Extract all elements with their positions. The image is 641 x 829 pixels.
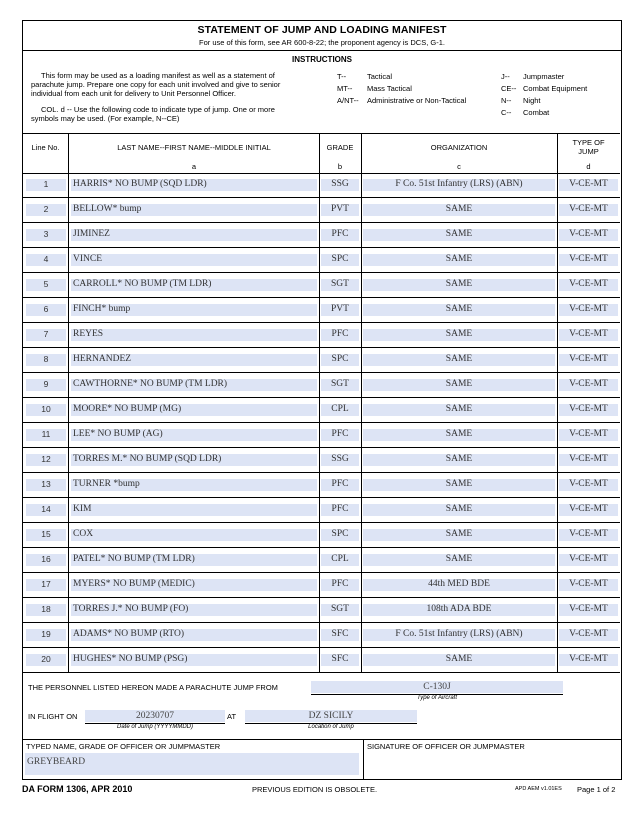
- organization-input[interactable]: SAME: [445, 529, 473, 539]
- grade-input[interactable]: PVT: [331, 304, 349, 314]
- divider: [23, 50, 621, 51]
- officer-label: TYPED NAME, GRADE OF OFFICER OR JUMPMASTER: [26, 742, 221, 751]
- table-row: [23, 298, 620, 323]
- jump-type-input[interactable]: V-CE-MT: [569, 279, 608, 289]
- grade-input[interactable]: PFC: [331, 504, 349, 514]
- col-divider: [319, 133, 320, 673]
- grade-input[interactable]: PFC: [331, 479, 349, 489]
- grade-input[interactable]: PVT: [331, 204, 349, 214]
- table-row: [23, 598, 620, 623]
- code-meaning: Tactical: [367, 72, 393, 81]
- code-meaning: Combat Equipment: [523, 84, 588, 93]
- table-row: [23, 448, 620, 473]
- in-flight-label: IN FLIGHT ON: [28, 712, 78, 721]
- col-header-org: ORGANIZATION: [430, 143, 488, 152]
- row-divider: [23, 672, 620, 673]
- jump-from-label: THE PERSONNEL LISTED HEREON MADE A PARACHUTE JUMP FROM: [28, 683, 278, 692]
- line-number: 10: [41, 404, 51, 414]
- name-input[interactable]: ADAMS* NO BUMP (RTO): [73, 629, 185, 639]
- code-meaning: Jumpmaster: [523, 72, 565, 81]
- grade-input[interactable]: SPC: [331, 529, 349, 539]
- grade-input[interactable]: PFC: [331, 429, 349, 439]
- grade-input[interactable]: SGT: [331, 379, 349, 389]
- name-input[interactable]: HARRIS* NO BUMP (SQD LDR): [73, 179, 207, 189]
- instructions-para-1: This form may be used as a loading manifest as well as a statement of parachute jump. Prepare one copy for each unit involved and give to senior individual from each unit for delivery to Unit Personnel Officer.: [31, 71, 281, 98]
- table-row: [23, 223, 620, 248]
- version-note: APD AEM v1.01ES: [515, 786, 562, 792]
- table-row: [23, 548, 620, 573]
- location-caption: Location of Jump: [308, 724, 354, 730]
- jump-type-input[interactable]: V-CE-MT: [569, 504, 608, 514]
- organization-input[interactable]: SAME: [445, 554, 473, 564]
- code-symbol: N--: [501, 96, 512, 105]
- jump-type-input[interactable]: V-CE-MT: [569, 429, 608, 439]
- col-letter-b: b: [337, 162, 343, 171]
- line-number: 11: [41, 429, 51, 439]
- line-number: 9: [43, 379, 49, 389]
- jump-type-input[interactable]: V-CE-MT: [569, 304, 608, 314]
- line-number: 17: [41, 579, 51, 589]
- name-input[interactable]: MOORE* NO BUMP (MG): [73, 404, 182, 414]
- code-symbol: T--: [337, 72, 347, 81]
- table-row: [23, 348, 620, 373]
- organization-input[interactable]: 44th MED BDE: [428, 579, 490, 589]
- manifest-form: [22, 20, 622, 780]
- table-row: [23, 423, 620, 448]
- jump-type-input[interactable]: V-CE-MT: [569, 604, 608, 614]
- date-caption: Date of Jump (YYYYMMDD): [116, 724, 194, 730]
- grade-input[interactable]: SSG: [331, 179, 349, 189]
- name-input[interactable]: CAWTHORNE* NO BUMP (TM LDR): [73, 379, 228, 389]
- jump-type-input[interactable]: V-CE-MT: [569, 654, 608, 664]
- line-number: 16: [41, 554, 51, 564]
- location-input[interactable]: DZ SICILY: [308, 711, 354, 721]
- grade-input[interactable]: PFC: [331, 579, 349, 589]
- jump-codes-right: [501, 71, 587, 119]
- name-input[interactable]: FINCH* bump: [73, 304, 131, 314]
- table-top-border: [23, 133, 620, 134]
- line-number: 13: [41, 479, 51, 489]
- col-divider: [361, 133, 362, 673]
- name-input[interactable]: REYES: [73, 329, 104, 339]
- code-symbol: MT--: [337, 84, 353, 93]
- instructions-para-2: COL. d -- Use the following code to indicate type of jump. One or more symbols may be used. (For example, N--CE): [31, 105, 275, 123]
- jump-type-input[interactable]: V-CE-MT: [569, 354, 608, 364]
- line-number: 20: [41, 654, 51, 664]
- organization-input[interactable]: SAME: [445, 404, 473, 414]
- aircraft-input[interactable]: C-130J: [423, 682, 451, 692]
- organization-input[interactable]: SAME: [445, 379, 473, 389]
- divider: [23, 739, 621, 740]
- organization-input[interactable]: SAME: [445, 229, 473, 239]
- table-row: [23, 398, 620, 423]
- jump-type-input[interactable]: V-CE-MT: [569, 329, 608, 339]
- organization-input[interactable]: SAME: [445, 329, 473, 339]
- col-header-type: TYPE OF JUMP: [572, 138, 605, 156]
- grade-input[interactable]: SGT: [331, 279, 349, 289]
- code-entry: [501, 107, 587, 119]
- organization-input[interactable]: SAME: [445, 279, 473, 289]
- code-entry: [337, 83, 466, 95]
- organization-input[interactable]: SAME: [445, 454, 473, 464]
- table-row: [23, 523, 620, 548]
- table-row: [23, 198, 620, 223]
- table-row: [23, 648, 620, 673]
- organization-input[interactable]: 108th ADA BDE: [426, 604, 492, 614]
- name-input[interactable]: PATEL* NO BUMP (TM LDR): [73, 554, 195, 564]
- instructions-title: INSTRUCTIONS: [292, 55, 352, 64]
- organization-input[interactable]: SAME: [445, 429, 473, 439]
- col-header-grade: GRADE: [326, 143, 354, 152]
- name-input[interactable]: TORRES J.* NO BUMP (FO): [73, 604, 189, 614]
- form-subtitle: For use of this form, see AR 600-8-22; the proponent agency is DCS, G-1.: [199, 38, 445, 47]
- name-input[interactable]: MYERS* NO BUMP (MEDIC): [73, 579, 195, 589]
- jump-type-input[interactable]: V-CE-MT: [569, 379, 608, 389]
- grade-input[interactable]: CPL: [331, 554, 349, 564]
- jump-type-input[interactable]: V-CE-MT: [569, 229, 608, 239]
- jump-type-input[interactable]: V-CE-MT: [569, 404, 608, 414]
- date-input[interactable]: 20230707: [136, 711, 174, 721]
- line-number: 12: [41, 454, 51, 464]
- table-row: [23, 248, 620, 273]
- code-entry: [501, 95, 587, 107]
- code-entry: [501, 71, 587, 83]
- grade-input[interactable]: SPC: [331, 254, 349, 264]
- col-divider: [557, 133, 558, 673]
- code-symbol: C--: [501, 108, 512, 117]
- jump-type-input[interactable]: V-CE-MT: [569, 629, 608, 639]
- line-number: 7: [43, 329, 49, 339]
- officer-input[interactable]: GREYBEARD: [27, 757, 86, 767]
- name-input[interactable]: HUGHES* NO BUMP (PSG): [73, 654, 188, 664]
- line-number: 1: [43, 179, 49, 189]
- table-row: [23, 498, 620, 523]
- name-input[interactable]: HERNANDEZ: [73, 354, 132, 364]
- table-row: [23, 473, 620, 498]
- jump-type-input[interactable]: V-CE-MT: [569, 579, 608, 589]
- grade-input[interactable]: PFC: [331, 329, 349, 339]
- organization-input[interactable]: SAME: [445, 204, 473, 214]
- name-input[interactable]: TURNER *bump: [73, 479, 140, 489]
- code-entry: [501, 83, 587, 95]
- table-row: [23, 623, 620, 648]
- jump-type-input[interactable]: V-CE-MT: [569, 479, 608, 489]
- form-id: DA FORM 1306, APR 2010: [22, 784, 133, 794]
- organization-input[interactable]: SAME: [445, 654, 473, 664]
- table-row: [23, 323, 620, 348]
- name-input[interactable]: KIM: [73, 504, 92, 514]
- line-number: 15: [41, 529, 51, 539]
- code-symbol: A/NT--: [337, 96, 359, 105]
- line-number: 6: [43, 304, 49, 314]
- name-input[interactable]: JIMINEZ: [73, 229, 110, 239]
- grade-input[interactable]: CPL: [331, 404, 349, 414]
- code-meaning: Combat: [523, 108, 550, 117]
- line-number: 4: [43, 254, 49, 264]
- col-letter-a: a: [191, 162, 197, 171]
- name-input[interactable]: LEE* NO BUMP (AG): [73, 429, 163, 439]
- grade-input[interactable]: PFC: [331, 229, 349, 239]
- col-divider: [68, 133, 69, 673]
- line-number: 18: [41, 604, 51, 614]
- jump-type-input[interactable]: V-CE-MT: [569, 529, 608, 539]
- jump-codes-left: [337, 71, 466, 107]
- aircraft-caption: Type of Aircraft: [416, 695, 457, 701]
- jump-type-input[interactable]: V-CE-MT: [569, 179, 608, 189]
- code-entry: [337, 71, 466, 83]
- col-header-name: LAST NAME--FIRST NAME--MIDDLE INITIAL: [117, 143, 271, 152]
- edition-note: PREVIOUS EDITION IS OBSOLETE.: [252, 785, 378, 794]
- col-divider: [363, 739, 364, 779]
- col-letter-d: d: [586, 162, 591, 171]
- organization-input[interactable]: F Co. 51st Infantry (LRS) (ABN): [395, 179, 523, 189]
- line-number: 3: [43, 229, 49, 239]
- jump-type-input[interactable]: V-CE-MT: [569, 554, 608, 564]
- table-row: [23, 273, 620, 298]
- name-input[interactable]: CARROLL* NO BUMP (TM LDR): [73, 279, 212, 289]
- name-input[interactable]: VINCE: [73, 254, 103, 264]
- code-entry: [337, 95, 466, 107]
- line-number: 19: [41, 629, 51, 639]
- name-input[interactable]: BELLOW* bump: [73, 204, 142, 214]
- grade-input[interactable]: SSG: [331, 454, 349, 464]
- organization-input[interactable]: F Co. 51st Infantry (LRS) (ABN): [395, 629, 523, 639]
- page-number: Page 1 of 2: [577, 785, 616, 794]
- grade-input[interactable]: SPC: [331, 354, 349, 364]
- organization-input[interactable]: SAME: [445, 479, 473, 489]
- table-row: [23, 373, 620, 398]
- col-letter-c: c: [457, 162, 461, 171]
- organization-input[interactable]: SAME: [445, 254, 473, 264]
- jump-type-input[interactable]: V-CE-MT: [569, 454, 608, 464]
- grade-input[interactable]: SFC: [331, 629, 349, 639]
- name-input[interactable]: TORRES M.* NO BUMP (SQD LDR): [73, 454, 222, 464]
- col-header-line: Line No.: [31, 143, 60, 152]
- form-title: STATEMENT OF JUMP AND LOADING MANIFEST: [197, 24, 447, 36]
- jump-type-input[interactable]: V-CE-MT: [569, 204, 608, 214]
- organization-input[interactable]: SAME: [445, 304, 473, 314]
- code-meaning: Administrative or Non-Tactical: [367, 96, 467, 105]
- code-symbol: CE--: [501, 84, 517, 93]
- organization-input[interactable]: SAME: [445, 354, 473, 364]
- line-number: 2: [43, 204, 49, 214]
- at-label: AT: [227, 712, 237, 721]
- grade-input[interactable]: SGT: [331, 604, 349, 614]
- jump-type-input[interactable]: V-CE-MT: [569, 254, 608, 264]
- code-meaning: Night: [523, 96, 541, 105]
- line-number: 5: [43, 279, 49, 289]
- code-symbol: J--: [501, 72, 510, 81]
- grade-input[interactable]: SFC: [331, 654, 349, 664]
- table-row: [23, 573, 620, 598]
- signature-label: SIGNATURE OF OFFICER OR JUMPMASTER: [367, 742, 525, 751]
- line-number: 8: [43, 354, 49, 364]
- signature-field[interactable]: [365, 753, 617, 777]
- line-number: 14: [41, 504, 51, 514]
- table-row: [23, 173, 620, 198]
- code-meaning: Mass Tactical: [367, 84, 412, 93]
- name-input[interactable]: COX: [73, 529, 94, 539]
- organization-input[interactable]: SAME: [445, 504, 473, 514]
